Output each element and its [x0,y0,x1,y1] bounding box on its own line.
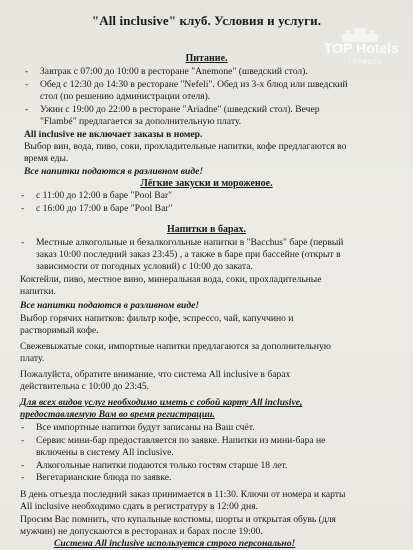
food-dinner-2: "Flambé" предлагается за дополнительную плату. [40,116,242,127]
bars-cocktails-2: напитки. [20,286,56,297]
bars-cocktails-1: Коктейли, пиво, местное вино, минеральная вода, соки, прохладительные [20,274,322,285]
dress-code-1: Просим Вас помнить, что купальные костюмы, шорты и открытая обувь (для [20,514,336,525]
departure-2: All inclusive необходимо сдать в регистратуру в 12:00 дня. [20,501,258,512]
bars-local-3: зависимости от погодных условий) с 10:00 до заката. [36,261,253,272]
section-header-bars: Напитки в барах. [166,224,247,235]
bars-attention-2: действительна с 10:00 до 23:45. [20,381,150,392]
section-header-food: Питание. [185,53,228,64]
food-lunch-1: - Обед с 12:30 до 14:30 в ресторане "Nefeli". Обед из 3-х блюд или шведский [40,79,348,91]
food-note-bold: All inclusive не включает заказы в номер. [24,129,203,140]
bars-attention-1: Пожалуйста, обратите внимание, что система All inclusive в барах [20,369,291,380]
watermark-subtext: ТУРИСТА [348,60,383,66]
bars-local-2: заказ 10:00 последний заказ 23:45) , а также в баре при бассейне (открыт в [36,249,341,260]
food-dinner-1: - Ужин с 19:00 до 22:00 в ресторане "Ariadne" (шведский стол). Вечер [40,104,320,116]
card-minibar-2: включены в систему All inclusive. [36,447,174,458]
dress-code-2: мужчин) не допускаются в ресторанах и барах после 19:00. [20,526,263,537]
food-all-drinks: Все напитки подаются в разливном виде! [24,166,204,177]
card-notice-1: Для всех видов услуг необходимо иметь с собой карту All inclusive, [20,397,303,408]
snacks-afternoon: - с 16:00 до 17:00 в баре "Pool Bar" [36,203,172,215]
departure-1: В день отъезда последний заказ принимается в 11:30. Ключи от номера и карты [20,489,346,500]
food-note-2: время еды. [24,153,69,164]
bars-all-drinks: Все напитки подаются в разливном виде! [20,300,200,311]
card-imported: - Все импортные напитки будут записаны на Ваш счёт. [36,422,255,434]
bars-local-1: - Местные алкогольные и безалкогольные напитки в "Bacchus" баре (первый [36,237,343,249]
bars-hot-1: Выбор горячих напитков: фильтр кофе, эспрессо, чай, капуччино и [20,313,294,324]
snacks-morning: - с 11:00 до 12:00 в баре "Pool Bar" [36,190,172,202]
page-title: "All inclusive" клуб. Условия и услуги. [91,13,322,28]
card-vegetarian: - Вегетарианские блюда по заявке. [36,472,171,484]
food-lunch-2: стол (по решению администрации отеля). [40,91,211,102]
food-breakfast: - Завтрак с 07:00 до 10:00 в ресторане "Anemone" (шведский стол). [40,66,308,78]
final-note: Система All inclusive используется строго персонально! [54,538,296,549]
card-alcohol: - Алкогольные напитки подаются только гостям старше 18 лет. [36,460,287,472]
bars-fresh-1: Свежевыжатые соки, импортные напитки предлагаются за дополнительную [20,341,331,352]
food-note-1: Выбор вин, вода, пиво, соки, прохладительные напитки, кофе предлагаются во [24,141,347,152]
card-minibar-1: - Сервис мини-бар предоставляется по заявке. Напитки из мини-бара не [36,435,325,447]
bars-hot-2: растворимый кофе. [20,325,99,336]
section-header-snacks: Лёгкие закуски и мороженое. [140,178,273,189]
card-notice-2: предоставляемую Вам во время регистрации. [20,409,215,420]
bars-fresh-2: плату. [20,353,45,364]
watermark-text: TOP Hotels [324,40,399,56]
